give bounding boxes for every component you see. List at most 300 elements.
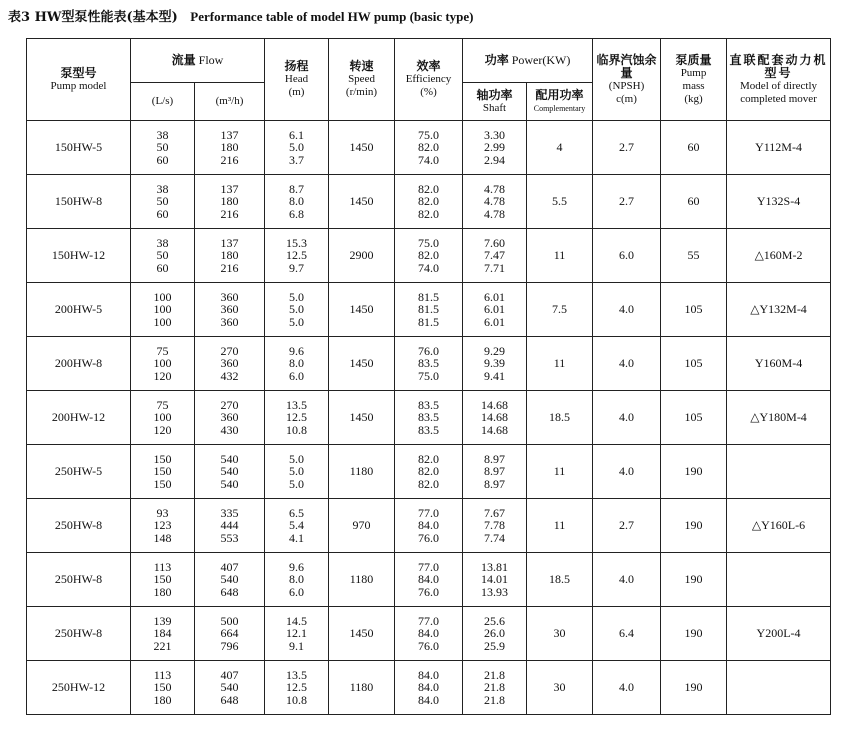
cell-flow-ls-value: 150 xyxy=(153,464,172,479)
cell-pump-model: 250HW-12 xyxy=(27,661,131,715)
cell-shaft-power xyxy=(463,229,527,283)
cell-flow-ls xyxy=(131,661,195,715)
cell-flow-m3h xyxy=(195,175,265,229)
cell-head-value: 13.5 xyxy=(286,667,308,682)
cell-efficiency-value: 82.0 xyxy=(418,248,440,263)
cell-flow-ls xyxy=(131,445,195,499)
cell-efficiency-value: 76.0 xyxy=(418,638,440,653)
cell-flow-ls-value: 93 xyxy=(156,505,169,520)
cell-shaft-power-value: 7.60 xyxy=(484,235,506,250)
cell-head-value: 9.1 xyxy=(289,638,305,653)
cell-shaft-power-value: 14.68 xyxy=(481,397,509,412)
cell-head-value: 15.3 xyxy=(286,235,308,250)
cell-motor-model: Y160M-4 xyxy=(727,337,831,391)
cell-shaft-power xyxy=(463,445,527,499)
cell-efficiency-value: 84.0 xyxy=(418,572,440,587)
cell-efficiency-value: 83.5 xyxy=(418,422,440,437)
cell-pump-mass: 190 xyxy=(661,661,727,715)
table-row xyxy=(27,661,831,715)
cell-complementary-power: 11 xyxy=(527,337,593,391)
cell-head-value: 5.0 xyxy=(289,302,305,317)
cell-shaft-power-value: 13.93 xyxy=(481,584,509,599)
cell-head xyxy=(265,121,329,175)
cell-shaft-power-value: 13.81 xyxy=(481,559,509,574)
table-row xyxy=(27,121,831,175)
cell-pump-mass: 105 xyxy=(661,337,727,391)
cell-flow-ls-value: 60 xyxy=(156,152,169,167)
cell-flow-m3h-value: 270 xyxy=(220,343,239,358)
cell-flow-ls xyxy=(131,229,195,283)
cell-head xyxy=(265,445,329,499)
cell-complementary-power: 30 xyxy=(527,607,593,661)
cell-flow-ls-value: 150 xyxy=(153,572,172,587)
cell-pump-mass: 60 xyxy=(661,175,727,229)
cell-flow-m3h-value: 432 xyxy=(220,368,239,383)
cell-head-value: 12.5 xyxy=(286,410,308,425)
cell-flow-ls-value: 184 xyxy=(153,626,172,641)
cell-flow-m3h-value: 553 xyxy=(220,530,239,545)
cell-efficiency-value: 75.0 xyxy=(418,368,440,383)
cell-head-value: 6.8 xyxy=(289,206,305,221)
cell-efficiency-value: 84.0 xyxy=(418,692,440,707)
cell-motor-model: △Y132M-4 xyxy=(727,283,831,337)
cell-head xyxy=(265,499,329,553)
cell-pump-model: 200HW-5 xyxy=(27,283,131,337)
cell-flow-m3h-value: 664 xyxy=(220,626,239,641)
cell-head xyxy=(265,391,329,445)
cell-complementary-power: 11 xyxy=(527,229,593,283)
cell-efficiency xyxy=(395,175,463,229)
cell-flow-m3h-value: 796 xyxy=(220,638,239,653)
cell-shaft-power-value: 3.30 xyxy=(484,127,506,142)
cell-head xyxy=(265,607,329,661)
cell-pump-mass: 190 xyxy=(661,499,727,553)
cell-head-value: 6.0 xyxy=(289,584,305,599)
cell-flow-m3h xyxy=(195,553,265,607)
cell-flow-m3h-value: 180 xyxy=(220,248,239,263)
cell-flow-m3h-value: 648 xyxy=(220,584,239,599)
cell-shaft-power-value: 21.8 xyxy=(484,667,506,682)
cell-flow-m3h-value: 540 xyxy=(220,680,239,695)
cell-complementary-power: 5.5 xyxy=(527,175,593,229)
cell-flow-m3h-value: 180 xyxy=(220,194,239,209)
cell-flow-m3h xyxy=(195,661,265,715)
cell-head-value: 12.5 xyxy=(286,248,308,263)
cell-flow-ls-value: 150 xyxy=(153,451,172,466)
cell-head xyxy=(265,283,329,337)
cell-flow-ls-value: 150 xyxy=(153,680,172,695)
cell-flow-ls xyxy=(131,175,195,229)
header-efficiency: 效率 Efficiency (%) xyxy=(395,39,463,121)
cell-efficiency xyxy=(395,121,463,175)
cell-motor-model: △Y180M-4 xyxy=(727,391,831,445)
cell-efficiency-value: 81.5 xyxy=(418,289,440,304)
cell-head-value: 10.8 xyxy=(286,692,308,707)
cell-shaft-power-value: 21.8 xyxy=(484,692,506,707)
cell-flow-m3h-value: 216 xyxy=(220,206,239,221)
cell-flow-m3h-value: 360 xyxy=(220,410,239,425)
cell-head-value: 5.0 xyxy=(289,140,305,155)
cell-flow-ls xyxy=(131,607,195,661)
cell-flow-ls xyxy=(131,283,195,337)
cell-head-value: 8.0 xyxy=(289,194,305,209)
cell-shaft-power-value: 2.94 xyxy=(484,152,506,167)
cell-flow-ls-value: 113 xyxy=(153,667,172,682)
cell-efficiency-value: 77.0 xyxy=(418,505,440,520)
performance-table xyxy=(26,38,831,715)
cell-npsh: 2.7 xyxy=(593,121,661,175)
cell-shaft-power-value: 26.0 xyxy=(484,626,506,641)
cell-efficiency-value: 81.5 xyxy=(418,314,440,329)
table-row xyxy=(27,175,831,229)
cell-shaft-power-value: 7.74 xyxy=(484,530,506,545)
cell-flow-ls-value: 50 xyxy=(156,194,169,209)
cell-flow-ls xyxy=(131,337,195,391)
cell-head-value: 6.0 xyxy=(289,368,305,383)
cell-flow-ls-value: 75 xyxy=(156,397,169,412)
cell-flow-m3h-value: 407 xyxy=(220,559,239,574)
header-motor-model: 直联配套动力机型号 Model of directly completed mover xyxy=(727,39,831,121)
cell-flow-m3h-value: 430 xyxy=(220,422,239,437)
cell-npsh: 4.0 xyxy=(593,661,661,715)
cell-efficiency xyxy=(395,499,463,553)
cell-head-value: 5.0 xyxy=(289,464,305,479)
header-flow: 流量 Flow xyxy=(131,39,265,83)
cell-speed: 1450 xyxy=(329,337,395,391)
cell-flow-m3h-value: 137 xyxy=(220,181,239,196)
cell-complementary-power: 30 xyxy=(527,661,593,715)
cell-efficiency-value: 82.0 xyxy=(418,194,440,209)
cell-flow-ls-value: 50 xyxy=(156,248,169,263)
cell-flow-ls-value: 100 xyxy=(153,302,172,317)
cell-head xyxy=(265,661,329,715)
cell-speed: 1450 xyxy=(329,283,395,337)
cell-pump-mass: 105 xyxy=(661,283,727,337)
cell-shaft-power xyxy=(463,175,527,229)
cell-flow-ls xyxy=(131,553,195,607)
cell-flow-ls-value: 150 xyxy=(153,476,172,491)
cell-efficiency-value: 82.0 xyxy=(418,140,440,155)
cell-pump-model: 250HW-8 xyxy=(27,607,131,661)
cell-head-value: 3.7 xyxy=(289,152,305,167)
cell-complementary-power: 18.5 xyxy=(527,553,593,607)
cell-speed: 1450 xyxy=(329,175,395,229)
cell-pump-mass: 105 xyxy=(661,391,727,445)
cell-head xyxy=(265,229,329,283)
cell-flow-m3h-value: 216 xyxy=(220,152,239,167)
cell-flow-ls xyxy=(131,391,195,445)
cell-shaft-power-value: 4.78 xyxy=(484,206,506,221)
cell-efficiency-value: 84.0 xyxy=(418,667,440,682)
cell-pump-model: 150HW-5 xyxy=(27,121,131,175)
cell-motor-model xyxy=(727,661,831,715)
cell-flow-ls-value: 180 xyxy=(153,584,172,599)
cell-shaft-power-value: 6.01 xyxy=(484,314,506,329)
cell-npsh: 2.7 xyxy=(593,175,661,229)
cell-pump-mass: 190 xyxy=(661,553,727,607)
table-row xyxy=(27,607,831,661)
cell-head-value: 5.4 xyxy=(289,518,305,533)
cell-flow-m3h-value: 540 xyxy=(220,451,239,466)
cell-complementary-power: 11 xyxy=(527,445,593,499)
cell-efficiency-value: 82.0 xyxy=(418,451,440,466)
cell-shaft-power xyxy=(463,607,527,661)
header-flow-ls: (L/s) xyxy=(131,83,195,121)
cell-efficiency-value: 75.0 xyxy=(418,235,440,250)
cell-flow-ls-value: 38 xyxy=(156,127,169,142)
cell-speed: 1180 xyxy=(329,661,395,715)
cell-efficiency-value: 74.0 xyxy=(418,260,440,275)
cell-efficiency-value: 82.0 xyxy=(418,181,440,196)
cell-flow-m3h xyxy=(195,445,265,499)
cell-shaft-power-value: 9.41 xyxy=(484,368,506,383)
cell-flow-ls-value: 139 xyxy=(153,613,172,628)
cell-shaft-power-value: 14.01 xyxy=(481,572,509,587)
cell-efficiency-value: 84.0 xyxy=(418,626,440,641)
cell-shaft-power-value: 6.01 xyxy=(484,302,506,317)
cell-flow-m3h-value: 360 xyxy=(220,302,239,317)
cell-efficiency-value: 76.0 xyxy=(418,343,440,358)
cell-flow-ls-value: 38 xyxy=(156,181,169,196)
cell-head-value: 10.8 xyxy=(286,422,308,437)
cell-motor-model: Y112M-4 xyxy=(727,121,831,175)
cell-flow-ls-value: 123 xyxy=(153,518,172,533)
cell-npsh: 2.7 xyxy=(593,499,661,553)
cell-efficiency-value: 76.0 xyxy=(418,584,440,599)
cell-flow-ls-value: 113 xyxy=(153,559,172,574)
caption-prefix: 表3 xyxy=(8,10,31,25)
cell-efficiency-value: 82.0 xyxy=(418,206,440,221)
header-pump-mass: 泵质量 Pump mass (kg) xyxy=(661,39,727,121)
cell-pump-model: 150HW-8 xyxy=(27,175,131,229)
cell-efficiency xyxy=(395,391,463,445)
cell-head-value: 9.6 xyxy=(289,559,305,574)
cell-flow-ls-value: 180 xyxy=(153,692,172,707)
cell-flow-m3h xyxy=(195,283,265,337)
cell-efficiency-value: 81.5 xyxy=(418,302,440,317)
cell-flow-m3h-value: 335 xyxy=(220,505,239,520)
table-row xyxy=(27,229,831,283)
header-npsh: 临界汽蚀余量 (NPSH) c(m) xyxy=(593,39,661,121)
cell-pump-mass: 60 xyxy=(661,121,727,175)
cell-pump-model: 200HW-8 xyxy=(27,337,131,391)
cell-efficiency xyxy=(395,283,463,337)
cell-head-value: 9.7 xyxy=(289,260,305,275)
cell-flow-m3h xyxy=(195,391,265,445)
table-row xyxy=(27,499,831,553)
cell-efficiency-value: 77.0 xyxy=(418,613,440,628)
cell-npsh: 4.0 xyxy=(593,445,661,499)
cell-flow-ls-value: 100 xyxy=(153,410,172,425)
cell-head-value: 5.0 xyxy=(289,289,305,304)
cell-speed: 1180 xyxy=(329,553,395,607)
cell-shaft-power xyxy=(463,337,527,391)
cell-flow-m3h-value: 360 xyxy=(220,356,239,371)
cell-efficiency-value: 83.5 xyxy=(418,356,440,371)
cell-flow-ls-value: 148 xyxy=(153,530,172,545)
cell-flow-ls-value: 120 xyxy=(153,422,172,437)
cell-speed: 970 xyxy=(329,499,395,553)
cell-shaft-power-value: 8.97 xyxy=(484,464,506,479)
cell-shaft-power xyxy=(463,499,527,553)
cell-npsh: 4.0 xyxy=(593,391,661,445)
cell-head-value: 12.5 xyxy=(286,680,308,695)
cell-shaft-power-value: 9.29 xyxy=(484,343,506,358)
cell-head xyxy=(265,553,329,607)
cell-flow-ls-value: 38 xyxy=(156,235,169,250)
cell-flow-m3h-value: 137 xyxy=(220,127,239,142)
cell-motor-model xyxy=(727,445,831,499)
cell-speed: 1180 xyxy=(329,445,395,499)
cell-efficiency xyxy=(395,553,463,607)
cell-shaft-power-value: 2.99 xyxy=(484,140,506,155)
cell-speed: 1450 xyxy=(329,121,395,175)
cell-flow-ls-value: 60 xyxy=(156,206,169,221)
cell-shaft-power xyxy=(463,121,527,175)
cell-pump-mass: 55 xyxy=(661,229,727,283)
cell-flow-m3h-value: 407 xyxy=(220,667,239,682)
cell-flow-m3h-value: 137 xyxy=(220,235,239,250)
cell-flow-ls-value: 60 xyxy=(156,260,169,275)
cell-flow-ls-value: 221 xyxy=(153,638,172,653)
cell-flow-m3h-value: 500 xyxy=(220,613,239,628)
cell-efficiency-value: 82.0 xyxy=(418,476,440,491)
cell-efficiency-value: 83.5 xyxy=(418,397,440,412)
cell-npsh: 4.0 xyxy=(593,283,661,337)
cell-npsh: 6.0 xyxy=(593,229,661,283)
cell-flow-m3h-value: 540 xyxy=(220,464,239,479)
cell-shaft-power-value: 4.78 xyxy=(484,194,506,209)
cell-motor-model: Y132S-4 xyxy=(727,175,831,229)
cell-head-value: 6.5 xyxy=(289,505,305,520)
cell-shaft-power-value: 4.78 xyxy=(484,181,506,196)
caption-title: HW型泵性能表(基本型) xyxy=(34,10,178,25)
cell-complementary-power: 18.5 xyxy=(527,391,593,445)
table-row xyxy=(27,553,831,607)
table-row xyxy=(27,445,831,499)
cell-flow-ls-value: 100 xyxy=(153,289,172,304)
cell-flow-m3h-value: 648 xyxy=(220,692,239,707)
cell-head-value: 5.0 xyxy=(289,451,305,466)
cell-head-value: 8.0 xyxy=(289,572,305,587)
cell-flow-m3h xyxy=(195,337,265,391)
header-speed: 转速 Speed (r/min) xyxy=(329,39,395,121)
cell-shaft-power-value: 9.39 xyxy=(484,356,506,371)
cell-head-value: 6.1 xyxy=(289,127,305,142)
cell-shaft-power-value: 8.97 xyxy=(484,451,506,466)
cell-flow-m3h xyxy=(195,499,265,553)
cell-pump-model: 250HW-8 xyxy=(27,553,131,607)
cell-efficiency xyxy=(395,229,463,283)
cell-efficiency-value: 84.0 xyxy=(418,518,440,533)
cell-npsh: 4.0 xyxy=(593,337,661,391)
cell-shaft-power-value: 25.9 xyxy=(484,638,506,653)
cell-complementary-power: 11 xyxy=(527,499,593,553)
cell-efficiency-value: 75.0 xyxy=(418,127,440,142)
cell-speed: 1450 xyxy=(329,607,395,661)
cell-motor-model xyxy=(727,553,831,607)
cell-npsh: 6.4 xyxy=(593,607,661,661)
cell-shaft-power-value: 21.8 xyxy=(484,680,506,695)
cell-flow-m3h-value: 180 xyxy=(220,140,239,155)
cell-complementary-power: 4 xyxy=(527,121,593,175)
cell-shaft-power xyxy=(463,553,527,607)
cell-efficiency-value: 82.0 xyxy=(418,464,440,479)
cell-flow-m3h-value: 540 xyxy=(220,572,239,587)
cell-flow-m3h-value: 216 xyxy=(220,260,239,275)
cell-efficiency-value: 83.5 xyxy=(418,410,440,425)
cell-pump-mass: 190 xyxy=(661,445,727,499)
cell-flow-ls xyxy=(131,499,195,553)
cell-head-value: 13.5 xyxy=(286,397,308,412)
cell-head-value: 4.1 xyxy=(289,530,305,545)
cell-npsh: 4.0 xyxy=(593,553,661,607)
header-shaft: 轴功率 Shaft xyxy=(463,83,527,121)
cell-pump-mass: 190 xyxy=(661,607,727,661)
cell-head-value: 8.0 xyxy=(289,356,305,371)
caption-title-en: Performance table of model HW pump (basic type) xyxy=(190,9,474,24)
cell-head-value: 5.0 xyxy=(289,314,305,329)
header-pump-model: 泵型号 Pump model xyxy=(27,39,131,121)
cell-pump-model: 250HW-5 xyxy=(27,445,131,499)
cell-flow-ls-value: 100 xyxy=(153,356,172,371)
cell-shaft-power-value: 14.68 xyxy=(481,410,509,425)
cell-efficiency xyxy=(395,607,463,661)
cell-shaft-power xyxy=(463,283,527,337)
cell-head-value: 9.6 xyxy=(289,343,305,358)
cell-flow-m3h xyxy=(195,229,265,283)
cell-motor-model: △160M-2 xyxy=(727,229,831,283)
cell-efficiency xyxy=(395,337,463,391)
cell-pump-model: 200HW-12 xyxy=(27,391,131,445)
cell-shaft-power-value: 7.47 xyxy=(484,248,506,263)
table-row xyxy=(27,391,831,445)
table-row xyxy=(27,337,831,391)
header-head: 扬程 Head (m) xyxy=(265,39,329,121)
cell-flow-ls-value: 75 xyxy=(156,343,169,358)
cell-efficiency-value: 77.0 xyxy=(418,559,440,574)
cell-speed: 2900 xyxy=(329,229,395,283)
cell-shaft-power-value: 14.68 xyxy=(481,422,509,437)
cell-efficiency-value: 84.0 xyxy=(418,680,440,695)
cell-efficiency-value: 76.0 xyxy=(418,530,440,545)
header-flow-m3h: (m³/h) xyxy=(195,83,265,121)
cell-flow-m3h-value: 540 xyxy=(220,476,239,491)
cell-flow-ls-value: 100 xyxy=(153,314,172,329)
cell-efficiency xyxy=(395,661,463,715)
cell-flow-m3h-value: 360 xyxy=(220,289,239,304)
cell-shaft-power xyxy=(463,661,527,715)
cell-head-value: 8.7 xyxy=(289,181,305,196)
cell-flow-ls-value: 120 xyxy=(153,368,172,383)
cell-efficiency-value: 74.0 xyxy=(418,152,440,167)
cell-flow-ls-value: 50 xyxy=(156,140,169,155)
cell-efficiency xyxy=(395,445,463,499)
cell-shaft-power-value: 6.01 xyxy=(484,289,506,304)
header-power: 功率 Power(KW) xyxy=(463,39,593,83)
cell-flow-m3h xyxy=(195,121,265,175)
cell-head-value: 5.0 xyxy=(289,476,305,491)
cell-head xyxy=(265,337,329,391)
cell-shaft-power-value: 7.67 xyxy=(484,505,506,520)
cell-flow-m3h xyxy=(195,607,265,661)
cell-shaft-power-value: 25.6 xyxy=(484,613,506,628)
cell-head xyxy=(265,175,329,229)
cell-shaft-power-value: 8.97 xyxy=(484,476,506,491)
cell-flow-m3h-value: 360 xyxy=(220,314,239,329)
cell-pump-model: 250HW-8 xyxy=(27,499,131,553)
cell-motor-model: △Y160L-6 xyxy=(727,499,831,553)
